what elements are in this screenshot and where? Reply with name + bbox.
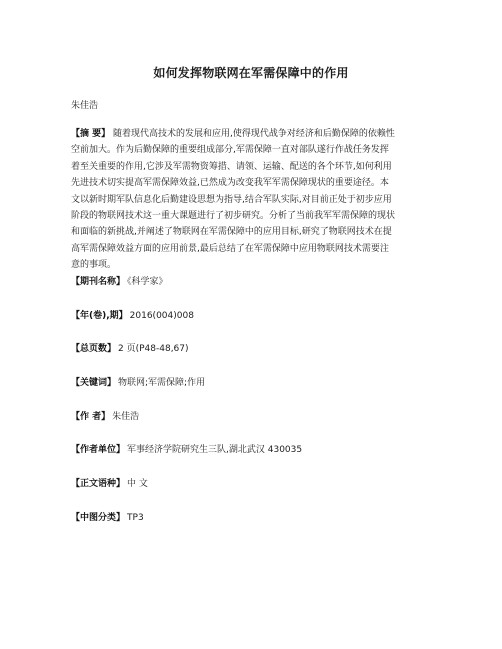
meta-keywords — [71, 375, 205, 388]
abstract-line: 空前加大。作为后勤保障的重要组成部分,军需保障一直对部队遂行作战任务发挥 — [71, 145, 389, 156]
abstract-label: 【摘 要】 — [71, 129, 111, 139]
abstract-text: 随着现代高技术的发展和应用,使得现代战争对经济和后勤保障的依赖性 — [113, 129, 395, 139]
abstract-line — [71, 126, 439, 142]
abstract-block — [71, 126, 439, 274]
author-name: 朱佳浩 — [71, 101, 99, 111]
meta-language — [71, 476, 148, 489]
abstract-line: 和面临的新挑战,并阐述了物联网在军需保障中的应用目标,研究了物联网技术在提 — [71, 227, 392, 238]
meta-label: 【正文语种】 — [71, 479, 126, 489]
meta-volume-issue — [71, 308, 194, 321]
abstract-line: 高军需保障效益方面的应用前景,最后总结了在军需保障中应用物联网技术需要注 — [71, 243, 389, 254]
paper-title: 如何发挥物联网在军需保障中的作用 — [153, 66, 349, 80]
meta-value: 军事经济学院研究生三队,湖北武汉 430035 — [127, 445, 303, 455]
abstract-line: 文以新时期军队信息化后勤建设思想为指导,结合军队实际,对目前正处于初步应用 — [71, 194, 392, 205]
meta-classification — [71, 510, 144, 523]
meta-author — [71, 409, 139, 422]
abstract-line: 意的事项。 — [71, 260, 117, 271]
meta-value: 2016(004)008 — [129, 311, 194, 321]
meta-page-count — [71, 341, 189, 354]
meta-label: 【中图分类】 — [71, 513, 126, 523]
meta-value: 2 页(P48-48,67) — [118, 344, 189, 354]
meta-label: 【年(卷),期】 — [71, 311, 128, 321]
meta-journal-name — [71, 274, 168, 287]
meta-value: 朱佳浩 — [112, 412, 140, 422]
meta-value: TP3 — [127, 513, 144, 523]
meta-label: 【期刊名称】 — [71, 277, 126, 287]
meta-label: 【作 者】 — [71, 412, 111, 422]
meta-label: 【关键词】 — [71, 378, 117, 388]
meta-value: 中 文 — [127, 479, 148, 489]
abstract-line: 着至关重要的作用,它涉及军需物资筹措、请领、运输、配送的各个环节,如何利用 — [71, 161, 392, 172]
meta-label: 【总页数】 — [71, 344, 117, 354]
meta-label: 【作者单位】 — [71, 445, 126, 455]
meta-value: 物联网;军需保障;作用 — [118, 378, 206, 388]
abstract-line: 先进技术切实提高军需保障效益,已然成为改变我军军需保障现状的重要途径。本 — [71, 178, 389, 189]
meta-value: 《科学家》 — [127, 277, 168, 287]
abstract-line: 阶段的物联网技术这一重大课题进行了初步研究。分析了当前我军军需保障的现状 — [71, 211, 396, 222]
meta-affiliation — [71, 442, 302, 455]
